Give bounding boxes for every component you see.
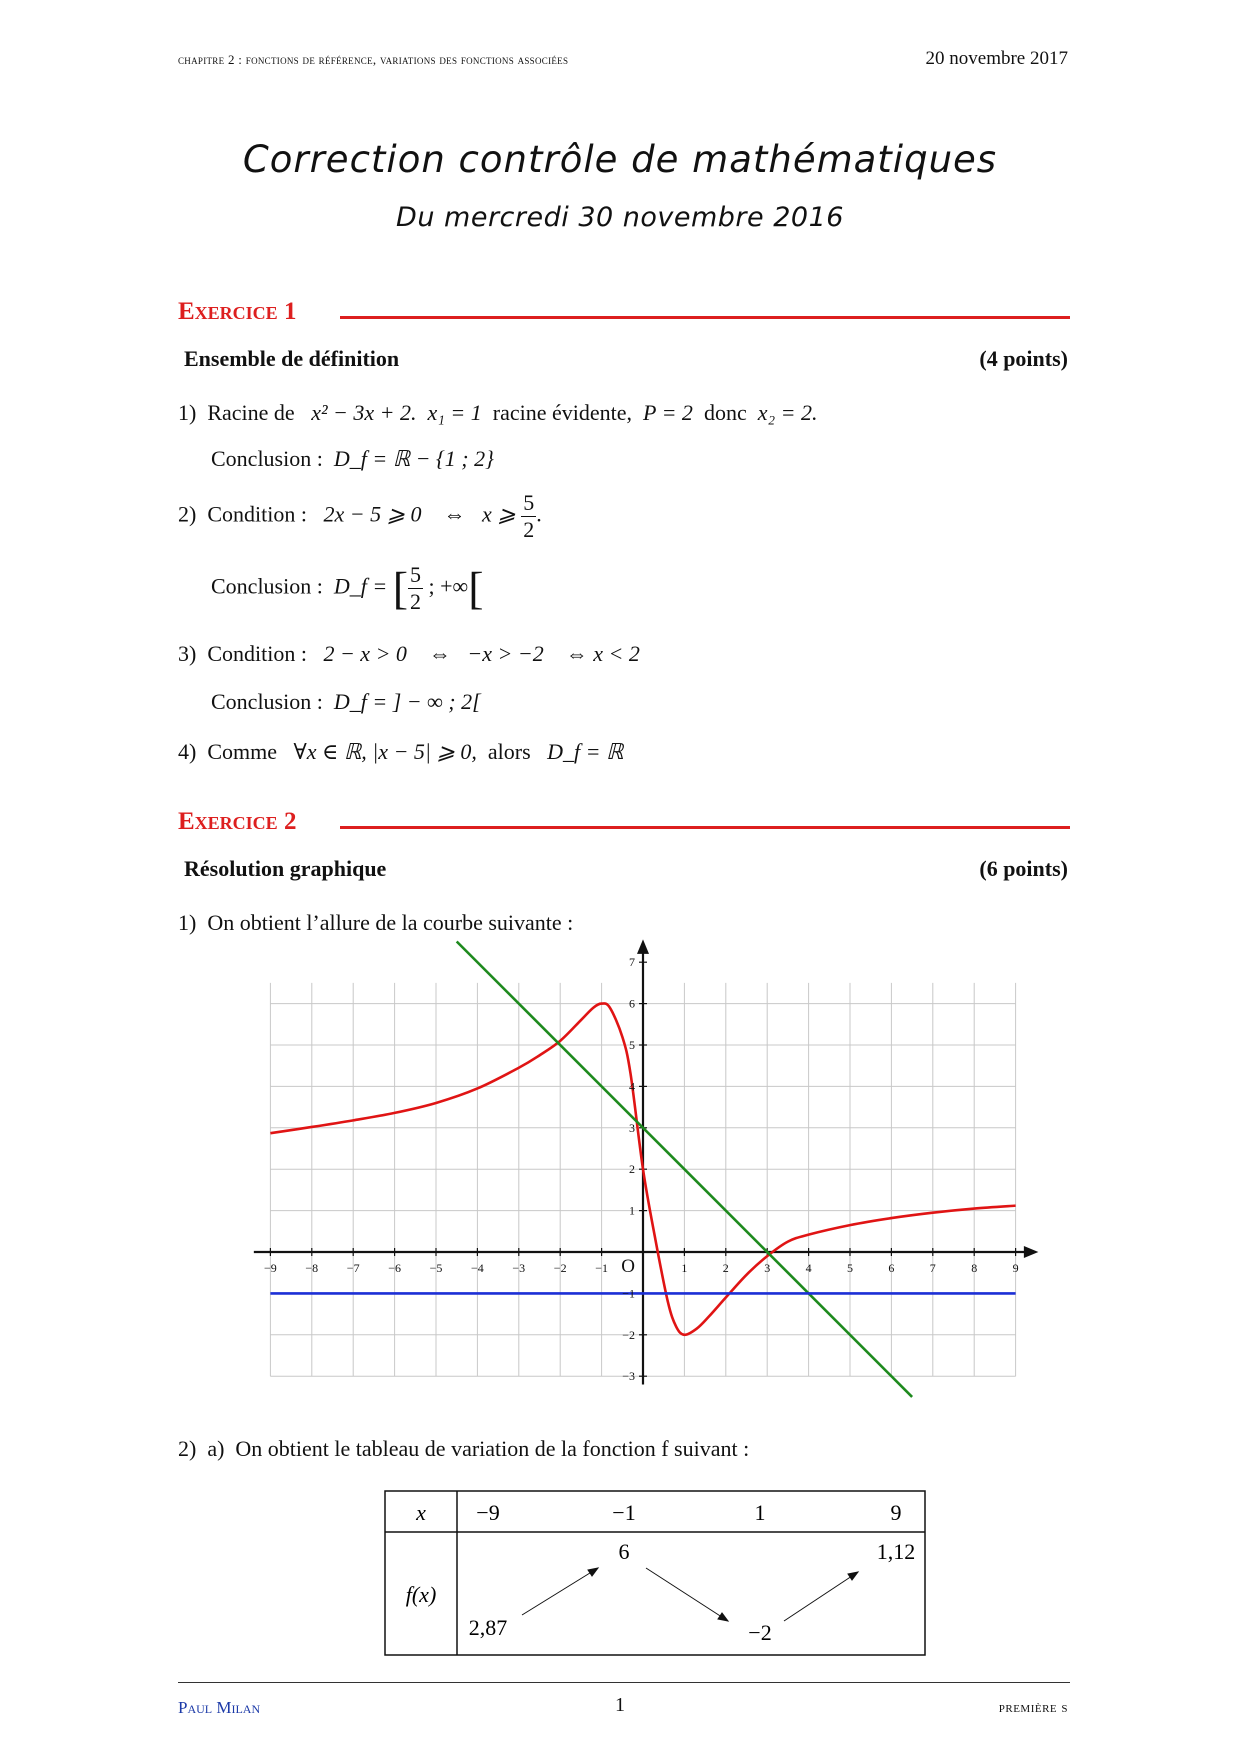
ex1-q2-label: 2) bbox=[178, 501, 197, 527]
x-tick-label: 5 bbox=[847, 1261, 853, 1275]
ex2-q1-label: 1) bbox=[178, 910, 197, 935]
conclusion-label: Conclusion : bbox=[211, 689, 323, 714]
y-tick-label: 6 bbox=[629, 996, 635, 1011]
ex1-q3-domain: D_f = ] − ∞ ; 2[ bbox=[333, 689, 481, 714]
footer-rule bbox=[178, 1682, 1070, 1683]
ex1-q4-condition: ∀x ∈ ℝ, |x − 5| ⩾ 0, bbox=[293, 739, 477, 764]
ex1-q2-interval-tail: ; +∞ bbox=[428, 573, 469, 599]
ex1-q4-then: alors bbox=[487, 739, 531, 764]
ex1-q3-equiv: ⇔ bbox=[428, 641, 451, 666]
table-border bbox=[385, 1491, 925, 1655]
y-tick-label: 1 bbox=[629, 1203, 635, 1218]
running-header-chapter: chapitre 2 : fonctions de référence, variations des fonctions associées bbox=[178, 52, 569, 67]
x-tick-label: −7 bbox=[346, 1261, 360, 1275]
ex1-q1-text: Racine de bbox=[207, 400, 295, 425]
arrow-up-1 bbox=[522, 1568, 598, 1615]
x-tick-label: 9 bbox=[1012, 1261, 1019, 1275]
table-f-value-min: −2 bbox=[748, 1620, 772, 1645]
ex2-q2a-text: On obtient le tableau de variation de la fonction f suivant : bbox=[235, 1436, 750, 1461]
arrow-head bbox=[718, 1613, 728, 1621]
ex1-q3-text: Condition : bbox=[207, 641, 307, 666]
table-x-value: 1 bbox=[754, 1500, 766, 1525]
x-tick-label: −3 bbox=[512, 1261, 526, 1275]
table-f-label: f(x) bbox=[405, 1582, 437, 1607]
x-axis-arrow-icon bbox=[1024, 1246, 1038, 1258]
x-tick-label: −5 bbox=[429, 1261, 443, 1275]
table-f-value-max: 6 bbox=[618, 1539, 630, 1564]
page-subtitle: Du mercredi 30 novembre 2016 bbox=[396, 202, 844, 233]
ex1-q2-equiv: ⇔ bbox=[443, 501, 466, 527]
page-title: Correction contrôle de mathématiques bbox=[242, 138, 998, 181]
x-tick-label: 4 bbox=[805, 1261, 812, 1275]
footer-class: première s bbox=[998, 1700, 1068, 1716]
x-tick-label: −4 bbox=[471, 1261, 484, 1275]
variation-table bbox=[384, 1490, 928, 1660]
ex1-q1-text2: racine évidente, bbox=[492, 400, 633, 425]
x-tick-label: −8 bbox=[305, 1261, 319, 1275]
ex1-q1-domain: D_f = ℝ − {1 ; 2} bbox=[333, 446, 494, 471]
ex1-q1-label: 1) bbox=[178, 400, 197, 425]
x-tick-label: 8 bbox=[971, 1261, 978, 1275]
arrow-head bbox=[588, 1568, 598, 1576]
footer-page-number: 1 bbox=[615, 1694, 625, 1716]
x-tick-label: −2 bbox=[553, 1261, 567, 1275]
footer-author: Paul Milan bbox=[178, 1698, 261, 1717]
exercise-1-title: Exercice 1 bbox=[178, 298, 297, 325]
ex1-q4-result: D_f = ℝ bbox=[547, 739, 624, 764]
right-bracket: [ bbox=[468, 562, 484, 614]
origin-label: O bbox=[621, 1256, 635, 1277]
y-tick-label: 7 bbox=[629, 955, 635, 970]
exercise-2-points: (6 points) bbox=[979, 856, 1068, 881]
table-x-label: x bbox=[416, 1500, 426, 1525]
table-x-value: 9 bbox=[890, 1500, 902, 1525]
y-tick-label: 5 bbox=[629, 1038, 635, 1052]
ex1-q4-label: 4) bbox=[178, 739, 197, 764]
ex1-q2-fraction: $\frac{5}{2}$ bbox=[523, 490, 535, 542]
arrow-head bbox=[848, 1572, 858, 1580]
ex1-q1-x1: x₁ = 1 bbox=[427, 400, 482, 425]
table-f-value-right: 1,12 bbox=[876, 1539, 916, 1564]
ex1-q2-concl-fraction: $\frac{5}{2}$ bbox=[410, 562, 422, 614]
ex2-q2-label: 2) bbox=[178, 1436, 197, 1461]
ex1-q2-df: D_f = bbox=[333, 573, 388, 599]
table-x-value: −1 bbox=[612, 1500, 636, 1525]
x-tick-label: −6 bbox=[388, 1261, 401, 1275]
ex1-q2-line: 2) Condition : 2x − 5 ⩾ 0 ⇔ x ⩾ $\frac{5}{2}$ . bbox=[178, 490, 542, 542]
ex2-q2a-label: a) bbox=[207, 1436, 225, 1461]
ex1-q1-poly: x² − 3x + 2. bbox=[311, 400, 417, 425]
y-tick-label: −3 bbox=[622, 1369, 635, 1384]
ex1-q3-step: −x > −2 bbox=[467, 641, 544, 666]
ex1-q3-inequality: 2 − x > 0 bbox=[323, 641, 407, 666]
left-bracket: [ bbox=[392, 562, 409, 614]
x-tick-label: −1 bbox=[595, 1261, 608, 1275]
conclusion-label: Conclusion : bbox=[211, 573, 323, 599]
x-tick-label: −9 bbox=[264, 1261, 277, 1275]
arrow-up-2 bbox=[784, 1572, 858, 1621]
ex1-q2-result: x ⩾ bbox=[482, 501, 516, 527]
table-f-value-min-left: 2,87 bbox=[468, 1615, 508, 1640]
x-tick-label: 2 bbox=[722, 1261, 729, 1275]
ex1-q2-text: Condition : bbox=[207, 501, 307, 527]
x-tick-label: 3 bbox=[764, 1261, 771, 1275]
running-header-date: 20 novembre 2017 bbox=[925, 48, 1068, 69]
table-x-value: −9 bbox=[476, 1500, 500, 1525]
x-tick-label: 7 bbox=[929, 1261, 936, 1275]
exercise-2-section: Résolution graphique bbox=[184, 856, 387, 881]
y-axis-arrow-icon bbox=[637, 939, 649, 953]
ex1-q3-label: 3) bbox=[178, 641, 197, 666]
y-tick-label: −1 bbox=[622, 1286, 635, 1301]
exercise-2-title: Exercice 2 bbox=[178, 808, 297, 835]
ex2-q1-text: On obtient l’allure de la courbe suivante : bbox=[207, 910, 574, 935]
ex1-q1-text3: donc bbox=[703, 400, 747, 425]
exercise-1-section: Ensemble de définition bbox=[184, 346, 400, 371]
ex1-q1-P: P = 2 bbox=[643, 400, 693, 425]
exercise-1-points: (4 points) bbox=[979, 346, 1068, 371]
conclusion-label: Conclusion : bbox=[211, 446, 323, 471]
y-tick-label: 4 bbox=[629, 1079, 635, 1094]
x-tick-label: 6 bbox=[888, 1261, 895, 1275]
y-tick-label: −2 bbox=[622, 1327, 635, 1342]
ex1-q4-text: Comme bbox=[207, 739, 277, 764]
x-tick-label: 1 bbox=[681, 1261, 688, 1275]
graph-axes bbox=[254, 939, 1039, 1384]
y-tick-label: 3 bbox=[629, 1120, 635, 1135]
ex1-q3-result: ⇔ x < 2 bbox=[565, 641, 640, 666]
arrow-down bbox=[646, 1568, 728, 1621]
ex2-q2-line bbox=[178, 1436, 749, 1462]
ex1-q2-inequality: 2x − 5 ⩾ 0 bbox=[323, 501, 422, 527]
ex1-q1-x2: x₂ = 2. bbox=[757, 400, 818, 425]
y-tick-label: 2 bbox=[629, 1162, 635, 1177]
